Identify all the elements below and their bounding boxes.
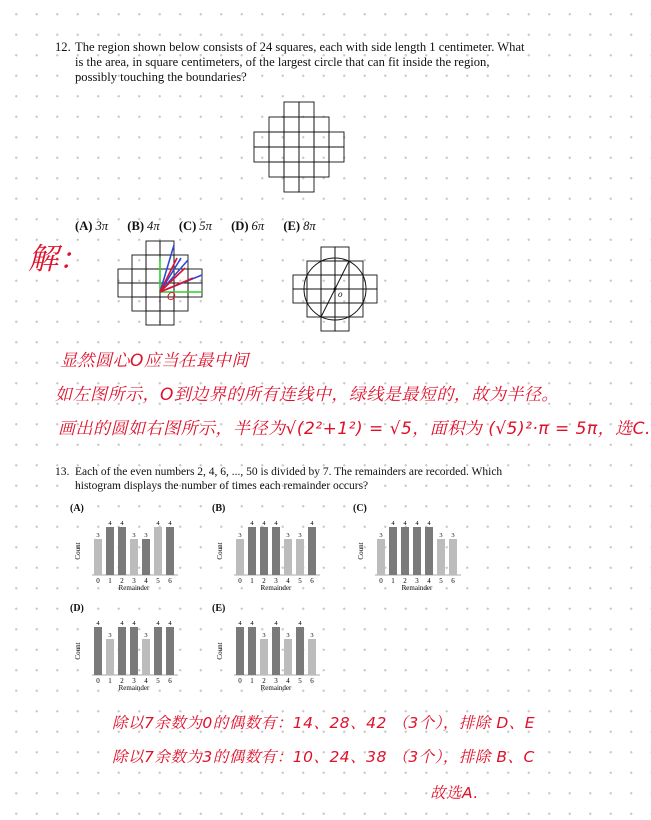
histogram-bar bbox=[154, 527, 162, 575]
histogram-bar bbox=[118, 527, 126, 575]
grid-square bbox=[314, 162, 329, 177]
grid-square bbox=[321, 261, 335, 275]
histogram-label: (D) bbox=[70, 603, 84, 614]
histogram-svg bbox=[212, 617, 340, 701]
grid-square bbox=[349, 303, 363, 317]
x-tick-label: 2 bbox=[120, 577, 124, 585]
histogram-bar bbox=[236, 627, 244, 675]
grid-square bbox=[146, 255, 160, 269]
y-axis-title: Count bbox=[216, 542, 224, 560]
q13-histogram-grid bbox=[55, 503, 485, 703]
bar-value-label: 4 bbox=[120, 620, 124, 627]
bar-value-label: 4 bbox=[250, 520, 254, 527]
x-tick-label: 3 bbox=[274, 677, 278, 685]
histogram-bar bbox=[449, 539, 457, 575]
x-tick-label: 3 bbox=[274, 577, 278, 585]
histogram-bar bbox=[284, 639, 292, 675]
solution13-line1: 除以7余数为0的偶数有：14、28、42 （3个），排除 D、E bbox=[112, 714, 536, 732]
histogram-bar bbox=[260, 639, 268, 675]
solution12-line1: 显然圆心O应当在最中间 bbox=[60, 351, 249, 371]
grid-square bbox=[132, 269, 146, 283]
histogram-bar bbox=[425, 527, 433, 575]
grid-square bbox=[321, 275, 335, 289]
bar-value-label: 3 bbox=[238, 532, 242, 539]
histogram-panel[interactable] bbox=[353, 503, 481, 601]
grid-square bbox=[146, 269, 160, 283]
bar-value-label: 4 bbox=[108, 520, 112, 527]
grid-square bbox=[307, 275, 321, 289]
grid-square bbox=[307, 261, 321, 275]
histogram-bar bbox=[296, 539, 304, 575]
x-axis-title: Remainder bbox=[401, 584, 433, 592]
grid-square bbox=[314, 117, 329, 132]
grid-square bbox=[160, 311, 174, 325]
grid-square bbox=[349, 261, 363, 275]
solution12-center-label-left: O bbox=[167, 290, 177, 303]
histogram-bar bbox=[413, 527, 421, 575]
histogram-bar bbox=[389, 527, 397, 575]
bar-value-label: 4 bbox=[415, 520, 419, 527]
bar-value-label: 4 bbox=[427, 520, 431, 527]
solution12-line3: 画出的圆如右图所示，半径为√(2²+1²) = √5，面积为 (√5)²·π = 5π，选C. bbox=[58, 419, 651, 439]
histogram-bar bbox=[94, 539, 102, 575]
bar-value-label: 4 bbox=[391, 520, 395, 527]
grid-square bbox=[118, 269, 132, 283]
x-tick-label: 3 bbox=[415, 577, 419, 585]
grid-square bbox=[132, 283, 146, 297]
histogram-svg bbox=[353, 517, 481, 601]
solution12-right-figure bbox=[286, 240, 391, 332]
histogram-svg bbox=[212, 517, 340, 601]
x-axis-title: Remainder bbox=[118, 684, 150, 692]
grid-square bbox=[269, 162, 284, 177]
histogram-bar bbox=[130, 539, 138, 575]
q12-number: 12. bbox=[55, 40, 71, 54]
bar-value-label: 4 bbox=[132, 620, 136, 627]
grid-square bbox=[254, 132, 269, 147]
histogram-label: (A) bbox=[70, 503, 84, 514]
y-axis-title: Count bbox=[74, 642, 82, 660]
bar-value-label: 4 bbox=[274, 620, 278, 627]
grid-square bbox=[284, 147, 299, 162]
bar-value-label: 4 bbox=[96, 620, 100, 627]
grid-square bbox=[146, 297, 160, 311]
bar-value-label: 4 bbox=[156, 520, 160, 527]
q12-choice-c[interactable]: (C) 5π bbox=[178, 219, 212, 233]
grid-square bbox=[284, 102, 299, 117]
histogram-bar bbox=[248, 527, 256, 575]
histogram-label: (B) bbox=[212, 503, 226, 514]
histogram-bar bbox=[130, 627, 138, 675]
x-tick-label: 6 bbox=[168, 577, 172, 585]
histogram-bar bbox=[308, 527, 316, 575]
histogram-label: (C) bbox=[353, 503, 367, 514]
grid-square bbox=[321, 303, 335, 317]
grid-square bbox=[269, 147, 284, 162]
bar-value-label: 4 bbox=[250, 620, 254, 627]
x-tick-label: 3 bbox=[132, 677, 136, 685]
histogram-bar bbox=[284, 539, 292, 575]
q13-number: 13. bbox=[55, 466, 70, 478]
bar-value-label: 4 bbox=[298, 620, 302, 627]
x-tick-label: 2 bbox=[262, 677, 266, 685]
bar-value-label: 4 bbox=[310, 520, 314, 527]
grid-square bbox=[349, 275, 363, 289]
x-axis-title: Remainder bbox=[260, 684, 292, 692]
x-tick-label: 2 bbox=[120, 677, 124, 685]
x-tick-label: 5 bbox=[298, 677, 302, 685]
grid-square bbox=[284, 162, 299, 177]
histogram-bar bbox=[437, 539, 445, 575]
grid-square bbox=[299, 177, 314, 192]
grid-square bbox=[299, 102, 314, 117]
q12-choice-e[interactable]: (E) 8π bbox=[283, 219, 316, 233]
histogram-panel[interactable] bbox=[70, 603, 198, 701]
grid-square bbox=[307, 303, 321, 317]
x-tick-label: 6 bbox=[310, 677, 314, 685]
x-tick-label: 4 bbox=[144, 677, 148, 685]
histogram-bar bbox=[272, 627, 280, 675]
grid-square bbox=[269, 132, 284, 147]
x-tick-label: 3 bbox=[132, 577, 136, 585]
x-tick-label: 5 bbox=[439, 577, 443, 585]
grid-square bbox=[146, 311, 160, 325]
histogram-label: (E) bbox=[212, 603, 226, 614]
histogram-panel[interactable] bbox=[70, 503, 198, 601]
y-axis-title: Count bbox=[357, 542, 365, 560]
y-axis-title: Count bbox=[216, 642, 224, 660]
histogram-bar bbox=[142, 539, 150, 575]
bar-value-label: 3 bbox=[108, 632, 112, 639]
bar-value-label: 3 bbox=[144, 632, 148, 639]
bar-value-label: 4 bbox=[156, 620, 160, 627]
x-tick-label: 6 bbox=[310, 577, 314, 585]
histogram-bar bbox=[142, 639, 150, 675]
x-tick-label: 0 bbox=[238, 677, 242, 685]
bar-value-label: 3 bbox=[96, 532, 100, 539]
bar-value-label: 4 bbox=[238, 620, 242, 627]
x-tick-label: 2 bbox=[262, 577, 266, 585]
grid-square bbox=[335, 303, 349, 317]
q12-choice-d[interactable]: (D) 6π bbox=[231, 219, 265, 233]
q12-choice-b[interactable]: (B) 4π bbox=[127, 219, 160, 233]
x-tick-label: 4 bbox=[286, 577, 290, 585]
grid-square bbox=[299, 147, 314, 162]
x-tick-label: 1 bbox=[108, 577, 112, 585]
bar-value-label: 4 bbox=[168, 520, 172, 527]
histogram-bar bbox=[377, 539, 385, 575]
histogram-bar bbox=[154, 627, 162, 675]
x-tick-label: 5 bbox=[298, 577, 302, 585]
grid-square bbox=[132, 255, 146, 269]
x-tick-label: 1 bbox=[391, 577, 395, 585]
grid-square bbox=[349, 289, 363, 303]
histogram-svg bbox=[70, 617, 198, 701]
grid-square bbox=[335, 275, 349, 289]
bar-value-label: 3 bbox=[439, 532, 443, 539]
solution12-center-label-right: o bbox=[338, 289, 343, 299]
histogram-bar bbox=[260, 527, 268, 575]
x-tick-label: 4 bbox=[286, 677, 290, 685]
histogram-panel[interactable] bbox=[212, 503, 340, 601]
histogram-bar bbox=[248, 627, 256, 675]
grid-square bbox=[284, 117, 299, 132]
grid-square bbox=[299, 117, 314, 132]
q12-text: The region shown below consists of 24 squares, each with side length 1 centimeter. What is the area, in square centimeters, of the largest circle that can fit inside the region, possibly touching the boundaries? bbox=[75, 40, 525, 84]
bar-value-label: 3 bbox=[310, 632, 314, 639]
bar-value-label: 3 bbox=[298, 532, 302, 539]
histogram-bar bbox=[401, 527, 409, 575]
q13-histograms bbox=[55, 503, 485, 703]
x-tick-label: 1 bbox=[250, 577, 254, 585]
histogram-bar bbox=[236, 539, 244, 575]
x-tick-label: 6 bbox=[451, 577, 455, 585]
grid-square bbox=[321, 289, 335, 303]
x-tick-label: 0 bbox=[96, 677, 100, 685]
grid-square bbox=[284, 177, 299, 192]
histogram-bar bbox=[166, 627, 174, 675]
histogram-bar bbox=[106, 527, 114, 575]
grid-square bbox=[299, 162, 314, 177]
x-tick-label: 4 bbox=[427, 577, 431, 585]
y-axis-title: Count bbox=[74, 542, 82, 560]
histogram-bar bbox=[272, 527, 280, 575]
grid-square bbox=[188, 283, 202, 297]
x-tick-label: 0 bbox=[379, 577, 383, 585]
grid-square bbox=[269, 117, 284, 132]
bar-value-label: 3 bbox=[132, 532, 136, 539]
x-tick-label: 4 bbox=[144, 577, 148, 585]
x-axis-title: Remainder bbox=[260, 584, 292, 592]
grid-square bbox=[284, 132, 299, 147]
grid-square bbox=[299, 132, 314, 147]
x-tick-label: 1 bbox=[108, 677, 112, 685]
x-tick-label: 1 bbox=[250, 677, 254, 685]
solution12-heading: 解： bbox=[28, 242, 89, 277]
grid-square bbox=[254, 147, 269, 162]
solution12-left-figure bbox=[118, 240, 223, 332]
bar-value-label: 4 bbox=[168, 620, 172, 627]
grid-square bbox=[146, 241, 160, 255]
q12-region-figure bbox=[250, 100, 360, 192]
histogram-bar bbox=[94, 627, 102, 675]
histogram-bar bbox=[166, 527, 174, 575]
grid-square bbox=[118, 283, 132, 297]
histogram-bar bbox=[106, 639, 114, 675]
histogram-panel[interactable] bbox=[212, 603, 340, 701]
bar-value-label: 3 bbox=[451, 532, 455, 539]
solution12-radius-lines bbox=[160, 245, 202, 292]
x-tick-label: 2 bbox=[403, 577, 407, 585]
bar-value-label: 4 bbox=[120, 520, 124, 527]
circle-center-dot bbox=[334, 288, 337, 291]
grid-square bbox=[132, 297, 146, 311]
x-axis-title: Remainder bbox=[118, 584, 150, 592]
q13-text: Each of the even numbers 2, 4, 6, ..., 50 is divided by 7. The remainders are recorded. Which histogram displays the number of times each remainder occurs? bbox=[75, 466, 503, 492]
x-tick-label: 5 bbox=[156, 577, 160, 585]
x-tick-label: 5 bbox=[156, 677, 160, 685]
q12-choice-a[interactable]: (A) 3π bbox=[75, 219, 109, 233]
grid-square bbox=[314, 147, 329, 162]
grid-square bbox=[329, 147, 344, 162]
bar-value-label: 4 bbox=[262, 520, 266, 527]
bar-value-label: 3 bbox=[144, 532, 148, 539]
x-tick-label: 6 bbox=[168, 677, 172, 685]
x-tick-label: 0 bbox=[238, 577, 242, 585]
histogram-bar bbox=[296, 627, 304, 675]
bar-value-label: 4 bbox=[274, 520, 278, 527]
histogram-bar bbox=[118, 627, 126, 675]
grid-square bbox=[335, 261, 349, 275]
solution13-line3: 故选A. bbox=[430, 784, 479, 802]
bar-value-label: 3 bbox=[379, 532, 383, 539]
bar-value-label: 3 bbox=[262, 632, 266, 639]
grid-square bbox=[307, 289, 321, 303]
grid-square bbox=[329, 132, 344, 147]
solution13-line2: 除以7余数为3的偶数有：10、24、38 （3个），排除 B、C bbox=[112, 748, 535, 766]
grid-square bbox=[314, 132, 329, 147]
bar-value-label: 3 bbox=[286, 532, 290, 539]
x-tick-label: 0 bbox=[96, 577, 100, 585]
histogram-bar bbox=[308, 639, 316, 675]
bar-value-label: 4 bbox=[403, 520, 407, 527]
bar-value-label: 3 bbox=[286, 632, 290, 639]
q12-choices bbox=[75, 219, 332, 234]
histogram-svg bbox=[70, 517, 198, 601]
grid-square bbox=[146, 283, 160, 297]
solution12-line2: 如左图所示，O到边界的所有连线中，绿线是最短的，故为半径。 bbox=[55, 385, 559, 405]
